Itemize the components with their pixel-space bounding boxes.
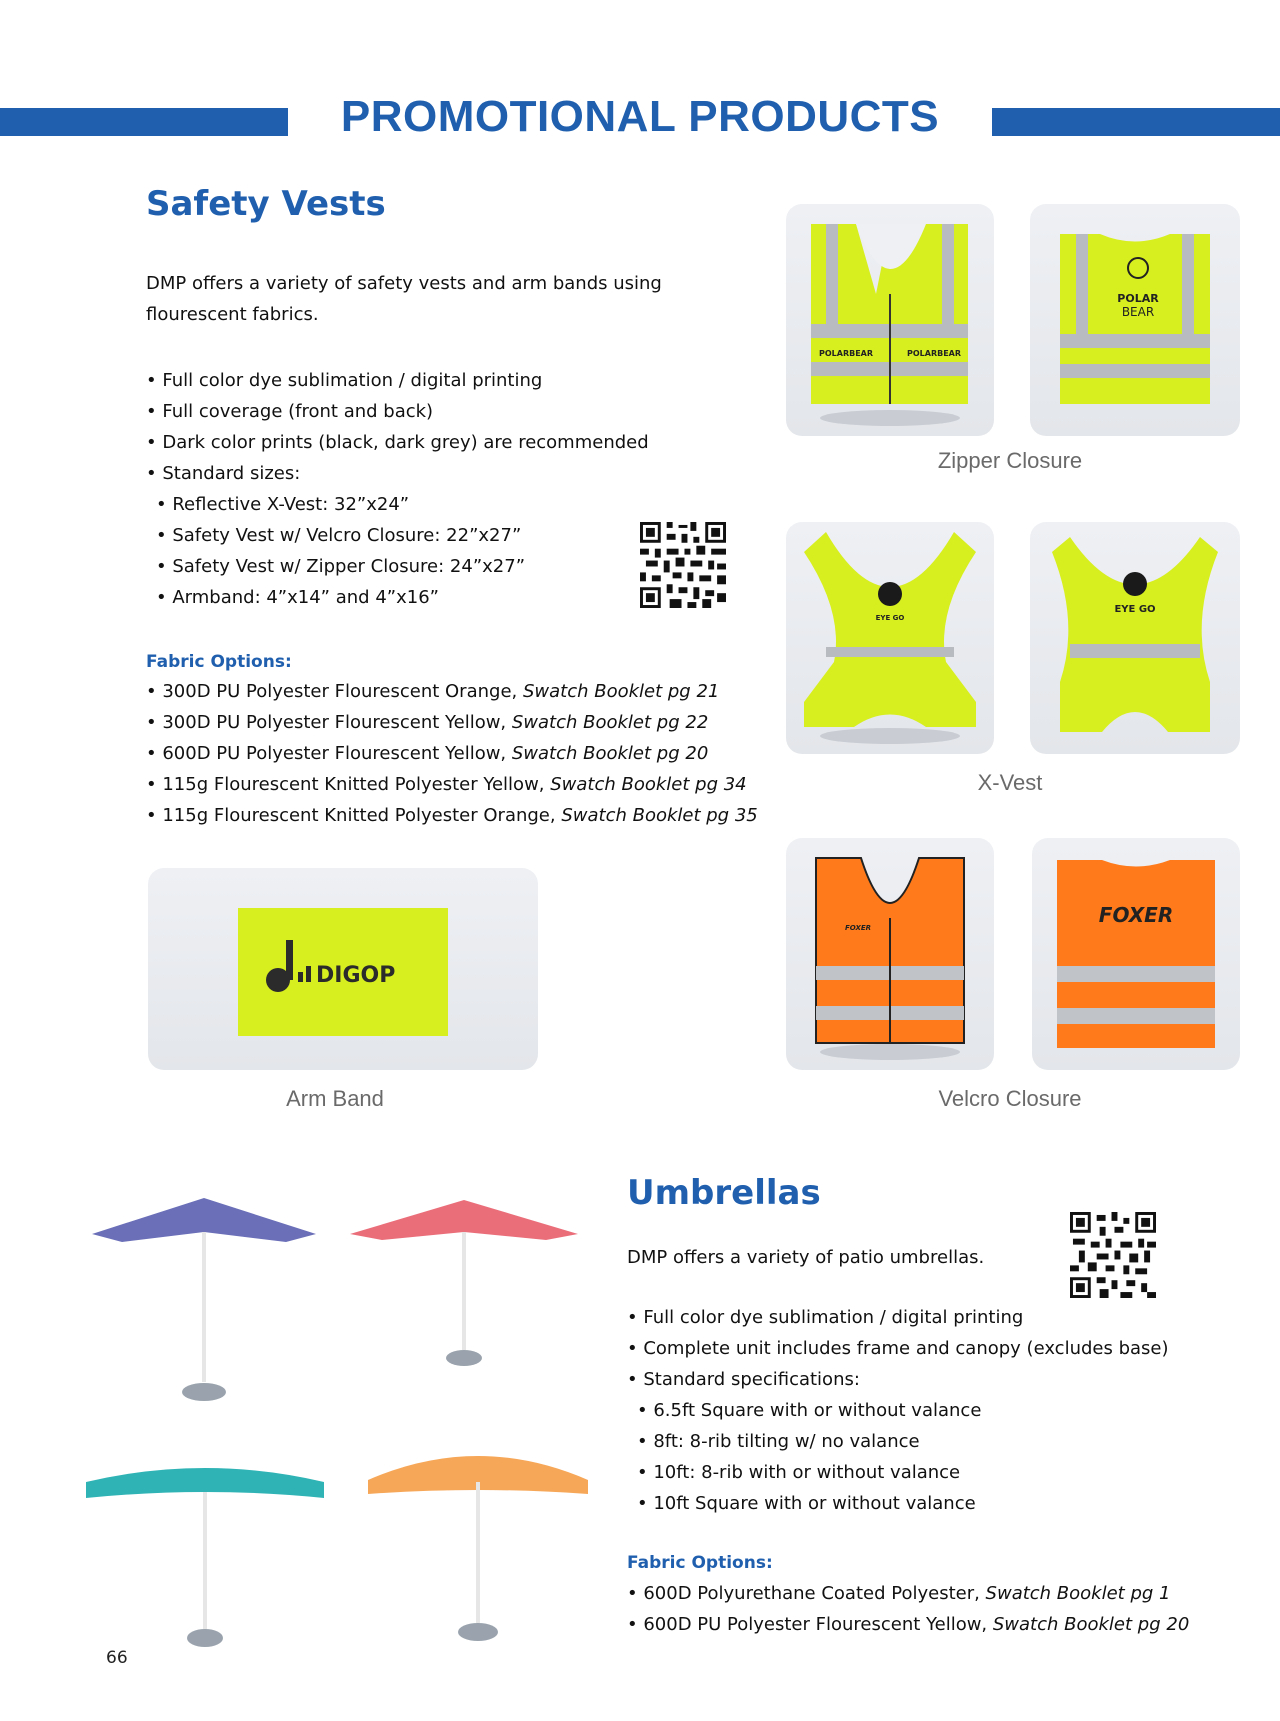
swatch-ref: Swatch Booklet pg 21 [522,681,720,702]
eye-go-logo-text: EYE GO [1114,604,1156,615]
umbrellas-bullets [627,1302,1169,1519]
umbrella-red-image [346,1188,582,1374]
swatch-ref: Swatch Booklet pg 1 [985,1583,1171,1604]
list-item: • Standard specifications: [627,1364,1169,1395]
list-item: • Dark color prints (black, dark grey) are recommended [146,427,649,458]
safety-vests-bullets [146,365,649,613]
armband-photo [148,868,538,1070]
umbrella-teal-image [82,1456,328,1652]
safety-vests-heading: Safety Vests [146,184,386,224]
swatch-ref: Swatch Booklet pg 22 [511,712,709,733]
xvest-front-photo [786,522,994,754]
swatch-ref: Swatch Booklet pg 35 [561,805,758,826]
safety-fabric-list [146,676,758,831]
digop-logo-text: DIGOP [316,963,396,988]
list-item: • Safety Vest w/ Zipper Closure: 24”x27” [146,551,649,582]
list-item [146,707,758,738]
umbrellas-intro: DMP offers a variety of patio umbrellas. [627,1247,985,1268]
qr-code-umbrellas[interactable] [1070,1212,1156,1298]
safety-fabric-heading: Fabric Options: [146,652,292,672]
list-item [146,800,758,831]
fabric-name: 600D Polyurethane Coated Polyester, [643,1583,986,1604]
caption-zipper-closure: Zipper Closure [937,448,1083,473]
polar-bear-logo-left: POLARBEAR [818,349,874,358]
polar-logo-text: POLAR [1117,292,1159,305]
zipper-vest-front-image [786,204,994,436]
caption-arm-band: Arm Band [286,1086,384,1111]
list-item [627,1578,1189,1609]
xvest-back-photo [1030,522,1240,754]
list-item: • Full coverage (front and back) [146,396,649,427]
list-item [627,1609,1189,1640]
caption-x-vest: X-Vest [977,770,1043,795]
list-item: • Full color dye sublimation / digital printing [146,365,649,396]
swatch-ref: Swatch Booklet pg 34 [550,774,747,795]
armband-image [148,868,538,1070]
list-item [146,738,758,769]
fabric-name: 300D PU Polyester Flourescent Yellow, [162,712,512,733]
xvest-back-image [1030,522,1240,754]
umbrella-orange-image [360,1432,596,1648]
umbrellas-heading: Umbrellas [627,1173,821,1213]
fabric-name: 600D PU Polyester Flourescent Yellow, [643,1614,993,1635]
list-item: • 8ft: 8-rib tilting w/ no valance [627,1426,1169,1457]
umbrellas-fabric-list [627,1578,1189,1640]
list-item: • Armband: 4”x14” and 4”x16” [146,582,649,613]
eye-go-logo-icon [878,582,902,606]
list-item: • 10ft: 8-rib with or without valance [627,1457,1169,1488]
page-title: PROMOTIONAL PRODUCTS [340,92,940,141]
qr-code-safety[interactable] [640,522,726,608]
caption-velcro-closure: Velcro Closure [938,1086,1082,1111]
swatch-ref: Swatch Booklet pg 20 [511,743,709,764]
umbrella-blue-image [86,1192,322,1408]
fabric-name: 300D PU Polyester Flourescent Orange, [162,681,523,702]
polar-bear-logo-right: POLARBEAR [906,349,962,358]
velcro-vest-back-photo [1032,838,1240,1070]
list-item: • Complete unit includes frame and canopy (excludes base) [627,1333,1169,1364]
velcro-vest-front-photo [786,838,994,1070]
safety-vests-intro: DMP offers a variety of safety vests and arm bands using flourescent fabrics. [146,273,662,325]
list-item: • Full color dye sublimation / digital printing [627,1302,1169,1333]
list-item: • Safety Vest w/ Velcro Closure: 22”x27” [146,520,649,551]
eye-go-logo-icon [1123,572,1147,596]
zipper-vest-back-photo [1030,204,1240,436]
list-item: • 10ft Square with or without valance [627,1488,1169,1519]
list-item: • Reflective X-Vest: 32”x24” [146,489,649,520]
umbrellas-fabric-heading: Fabric Options: [627,1553,773,1573]
list-item [146,769,758,800]
velcro-vest-back-image [1032,838,1240,1070]
list-item: • 6.5ft Square with or without valance [627,1395,1169,1426]
xvest-front-image [786,522,994,754]
zipper-vest-front-photo [786,204,994,436]
zipper-vest-back-image [1030,204,1240,436]
swatch-ref: Swatch Booklet pg 20 [992,1614,1190,1635]
fabric-name: 115g Flourescent Knitted Polyester Orange, [162,805,562,826]
list-item: • Standard sizes: [146,458,649,489]
foxer-logo-small: FOXER [844,924,872,932]
foxer-logo-large: FOXER [1098,903,1174,927]
velcro-vest-front-image [786,838,994,1070]
eye-go-logo-text: EYE GO [875,614,905,622]
fabric-name: 115g Flourescent Knitted Polyester Yellow, [162,774,551,795]
fabric-name: 600D PU Polyester Flourescent Yellow, [162,743,512,764]
list-item [146,676,758,707]
bear-logo-text: BEAR [1121,305,1155,319]
page-number: 66 [106,1648,128,1668]
